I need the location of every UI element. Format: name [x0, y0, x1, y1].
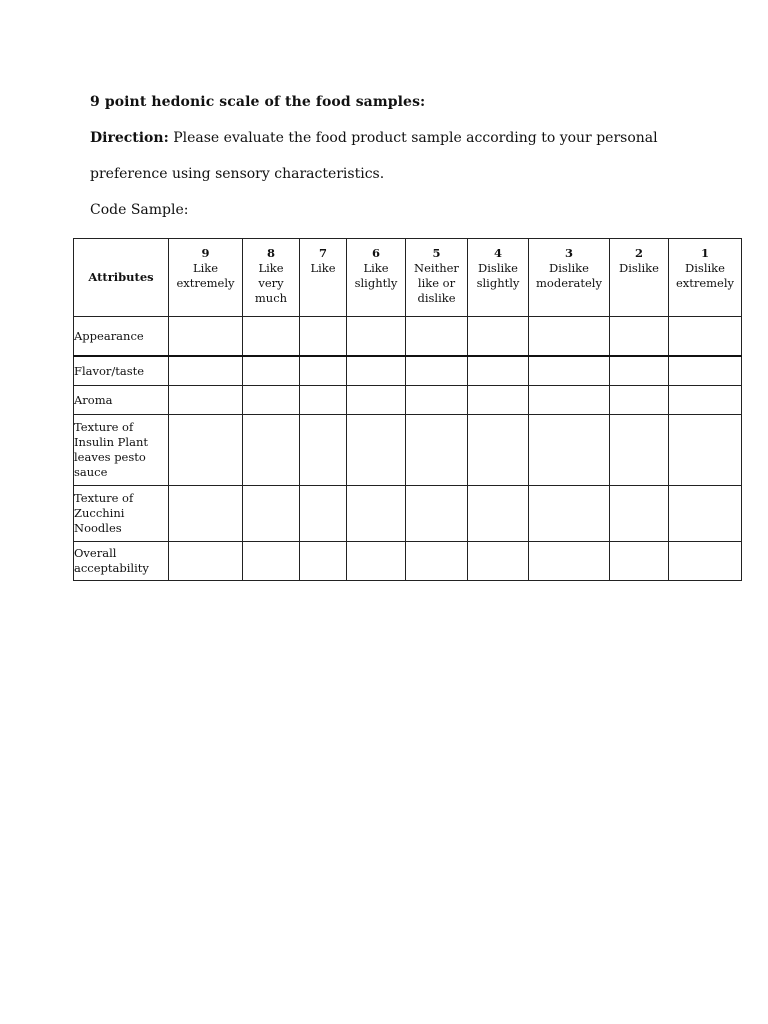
table-row-overall: [74, 542, 742, 581]
rating-cell[interactable]: [610, 356, 669, 386]
direction-line: [90, 130, 658, 146]
rating-cell[interactable]: [529, 415, 610, 486]
rating-cell[interactable]: [468, 317, 529, 357]
rating-cell[interactable]: [610, 386, 669, 415]
rating-cell[interactable]: [169, 415, 243, 486]
rating-cell[interactable]: [169, 542, 243, 581]
attribute-label: Appearance: [74, 317, 169, 357]
table-row-texture-zucchini: [74, 486, 742, 542]
rating-cell[interactable]: [468, 542, 529, 581]
rating-cell[interactable]: [347, 386, 406, 415]
document-heading: 9 point hedonic scale of the food samples:: [90, 94, 426, 110]
rating-cell[interactable]: [243, 317, 300, 357]
rating-cell[interactable]: [169, 317, 243, 357]
scale-header-9: 9 Like extremely: [169, 239, 243, 317]
scale-header-3: 3 Dislike moderately: [529, 239, 610, 317]
rating-cell[interactable]: [406, 317, 468, 357]
scale-header-8: 8 Like very much: [243, 239, 300, 317]
rating-cell[interactable]: [300, 356, 347, 386]
scale-header-4: 4 Dislike slightly: [468, 239, 529, 317]
scale-header-6: 6 Like slightly: [347, 239, 406, 317]
rating-cell[interactable]: [406, 356, 468, 386]
table-row-texture-pesto: [74, 415, 742, 486]
rating-cell[interactable]: [669, 317, 742, 357]
rating-cell[interactable]: [610, 317, 669, 357]
rating-cell[interactable]: [300, 415, 347, 486]
scale-header-2: 2 Dislike: [610, 239, 669, 317]
rating-cell[interactable]: [669, 386, 742, 415]
rating-cell[interactable]: [300, 386, 347, 415]
rating-cell[interactable]: [243, 386, 300, 415]
attribute-label: Texture of Zucchini Noodles: [74, 486, 169, 542]
attribute-label: Texture of Insulin Plant leaves pesto sauce: [74, 415, 169, 486]
attributes-header: Attributes: [74, 239, 169, 317]
rating-cell[interactable]: [243, 356, 300, 386]
rating-cell[interactable]: [529, 486, 610, 542]
rating-cell[interactable]: [669, 415, 742, 486]
table-header-row: [74, 239, 742, 317]
rating-cell[interactable]: [347, 542, 406, 581]
rating-cell[interactable]: [300, 486, 347, 542]
rating-cell[interactable]: [406, 415, 468, 486]
rating-cell[interactable]: [529, 356, 610, 386]
attribute-label: Overall acceptability: [74, 542, 169, 581]
direction-line-2: preference using sensory characteristics.: [90, 166, 385, 182]
rating-cell[interactable]: [300, 542, 347, 581]
rating-cell[interactable]: [243, 486, 300, 542]
rating-cell[interactable]: [169, 386, 243, 415]
scale-header-7: 7 Like: [300, 239, 347, 317]
rating-cell[interactable]: [610, 415, 669, 486]
rating-cell[interactable]: [468, 415, 529, 486]
rating-cell[interactable]: [669, 486, 742, 542]
rating-cell[interactable]: [169, 486, 243, 542]
rating-cell[interactable]: [610, 486, 669, 542]
rating-cell[interactable]: [468, 386, 529, 415]
hedonic-scale-table: [73, 238, 742, 581]
rating-cell[interactable]: [347, 356, 406, 386]
rating-cell[interactable]: [347, 415, 406, 486]
direction-text-1: Please evaluate the food product sample according to your personal: [173, 130, 658, 146]
attribute-label: Aroma: [74, 386, 169, 415]
rating-cell[interactable]: [529, 386, 610, 415]
rating-cell[interactable]: [406, 486, 468, 542]
direction-label: Direction:: [90, 130, 169, 146]
scale-header-1: 1 Dislike extremely: [669, 239, 742, 317]
rating-cell[interactable]: [468, 486, 529, 542]
rating-cell[interactable]: [669, 542, 742, 581]
table-row-aroma: [74, 386, 742, 415]
table-row-appearance: [74, 317, 742, 357]
rating-cell[interactable]: [406, 386, 468, 415]
rating-cell[interactable]: [347, 486, 406, 542]
rating-cell[interactable]: [669, 356, 742, 386]
table-row-flavor: [74, 356, 742, 386]
rating-cell[interactable]: [406, 542, 468, 581]
rating-cell[interactable]: [300, 317, 347, 357]
rating-cell[interactable]: [243, 542, 300, 581]
rating-cell[interactable]: [610, 542, 669, 581]
rating-cell[interactable]: [468, 356, 529, 386]
rating-cell[interactable]: [347, 317, 406, 357]
scale-header-5: 5 Neither like or dislike: [406, 239, 468, 317]
code-sample-label: Code Sample:: [90, 202, 189, 218]
rating-cell[interactable]: [169, 356, 243, 386]
rating-cell[interactable]: [529, 317, 610, 357]
rating-cell[interactable]: [529, 542, 610, 581]
attribute-label: Flavor/taste: [74, 356, 169, 386]
rating-cell[interactable]: [243, 415, 300, 486]
